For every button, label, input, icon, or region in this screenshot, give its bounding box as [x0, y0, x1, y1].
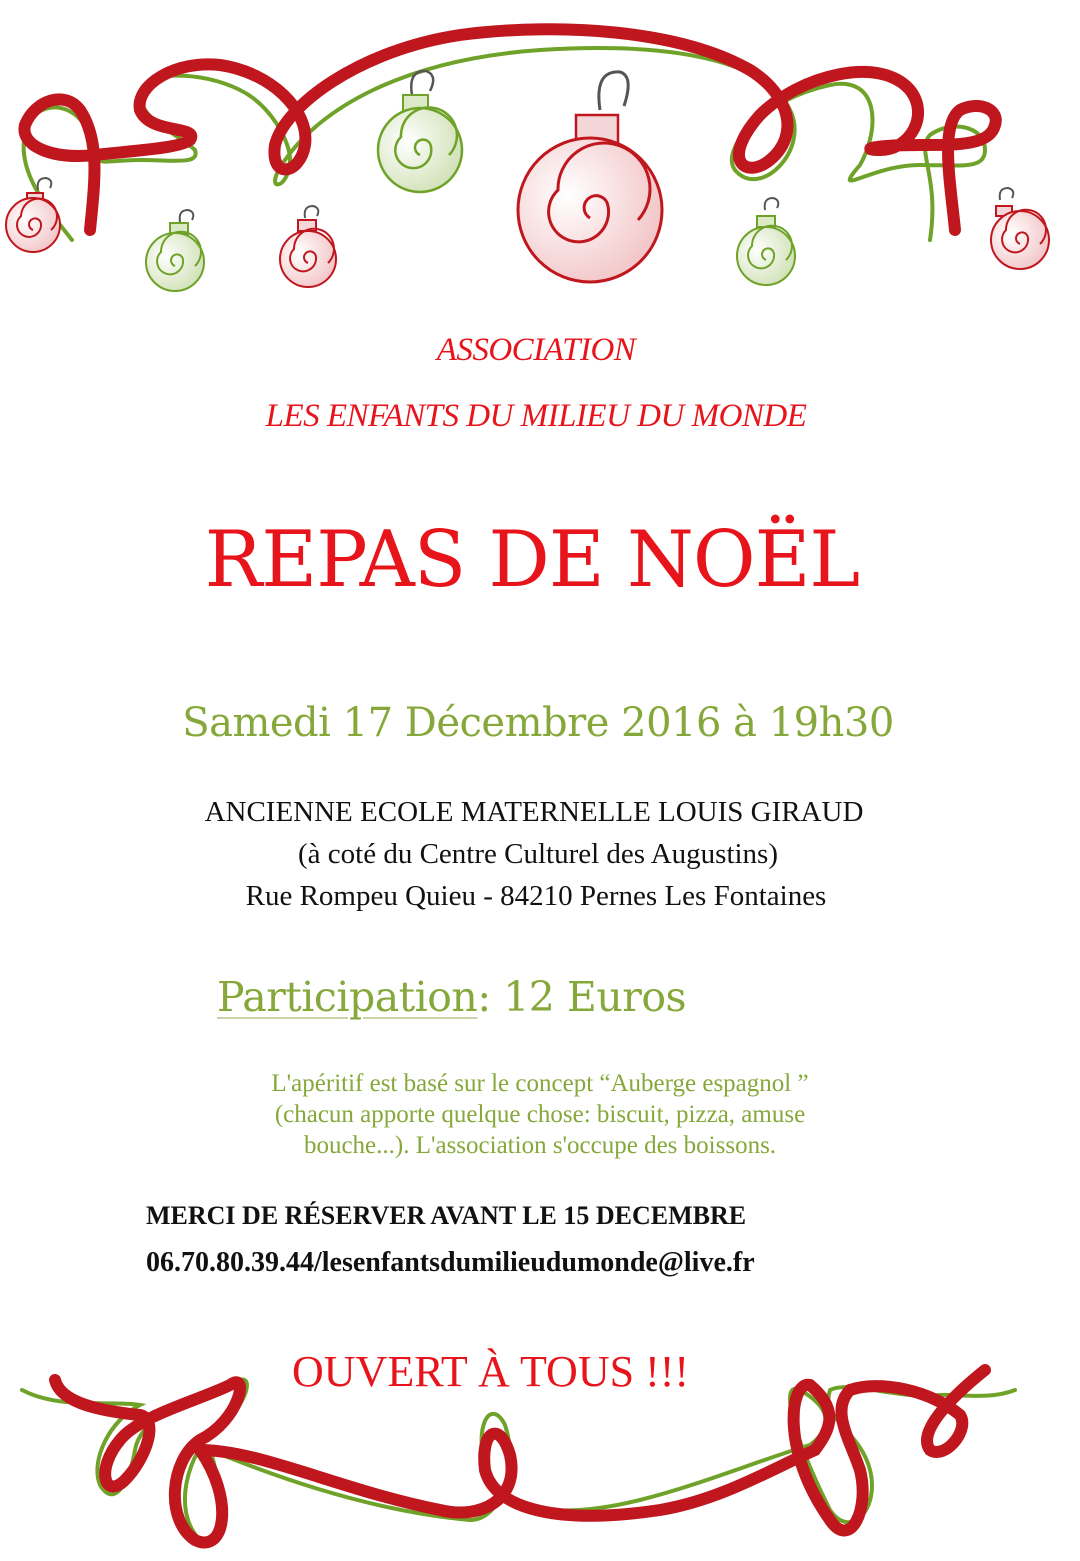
ornament-green-small-2-icon	[737, 198, 795, 285]
event-date-time: Samedi 17 Décembre 2016 à 19h30	[182, 700, 894, 746]
association-name: LES ENFANTS DU MILIEU DU MONDE	[265, 398, 807, 434]
top-ribbon-garland-decoration	[0, 0, 1080, 310]
participation-separator: :	[477, 973, 491, 1021]
aperitif-note	[190, 1068, 890, 1161]
venue-name: ANCIENNE ECOLE MATERNELLE LOUIS GIRAUD	[204, 796, 864, 828]
venue-landmark: (à coté du Centre Culturel des Augustins)	[297, 838, 778, 870]
participation-label: Participation	[217, 973, 478, 1021]
aperitif-line-2: (chacun apporte quelque chose: biscuit, pizza, amuse	[274, 1101, 806, 1128]
page-title: REPAS DE NOËL	[204, 515, 860, 605]
reservation-contact: 06.70.80.39.44/lesenfantsdumilieudumonde@live.fr	[146, 1247, 755, 1278]
red-ribbon-icon	[24, 29, 995, 230]
ornament-green-small-1-icon	[146, 210, 204, 291]
ornament-green-large-icon	[378, 71, 462, 192]
aperitif-line-1: L'apéritif est basé sur le concept “Auberge espagnol ”	[271, 1070, 809, 1097]
participation-amount: 12 Euros	[490, 973, 687, 1021]
ornament-red-small-1-icon	[6, 178, 60, 252]
reservation-deadline: MERCI DE RÉSERVER AVANT LE 15 DECEMBRE	[146, 1201, 747, 1230]
ornament-red-large-icon	[518, 72, 662, 282]
ornament-red-small-3-icon	[991, 188, 1049, 269]
participation-price	[217, 973, 686, 1021]
ornament-red-small-2-icon	[280, 206, 336, 287]
venue-address: Rue Rompeu Quieu - 84210 Pernes Les Fontaines	[245, 880, 827, 912]
aperitif-line-3: bouche...). L'association s'occupe des boissons.	[303, 1132, 777, 1159]
open-to-all-banner: OUVERT À TOUS !!!	[292, 1347, 690, 1396]
association-label: ASSOCIATION	[436, 332, 636, 368]
